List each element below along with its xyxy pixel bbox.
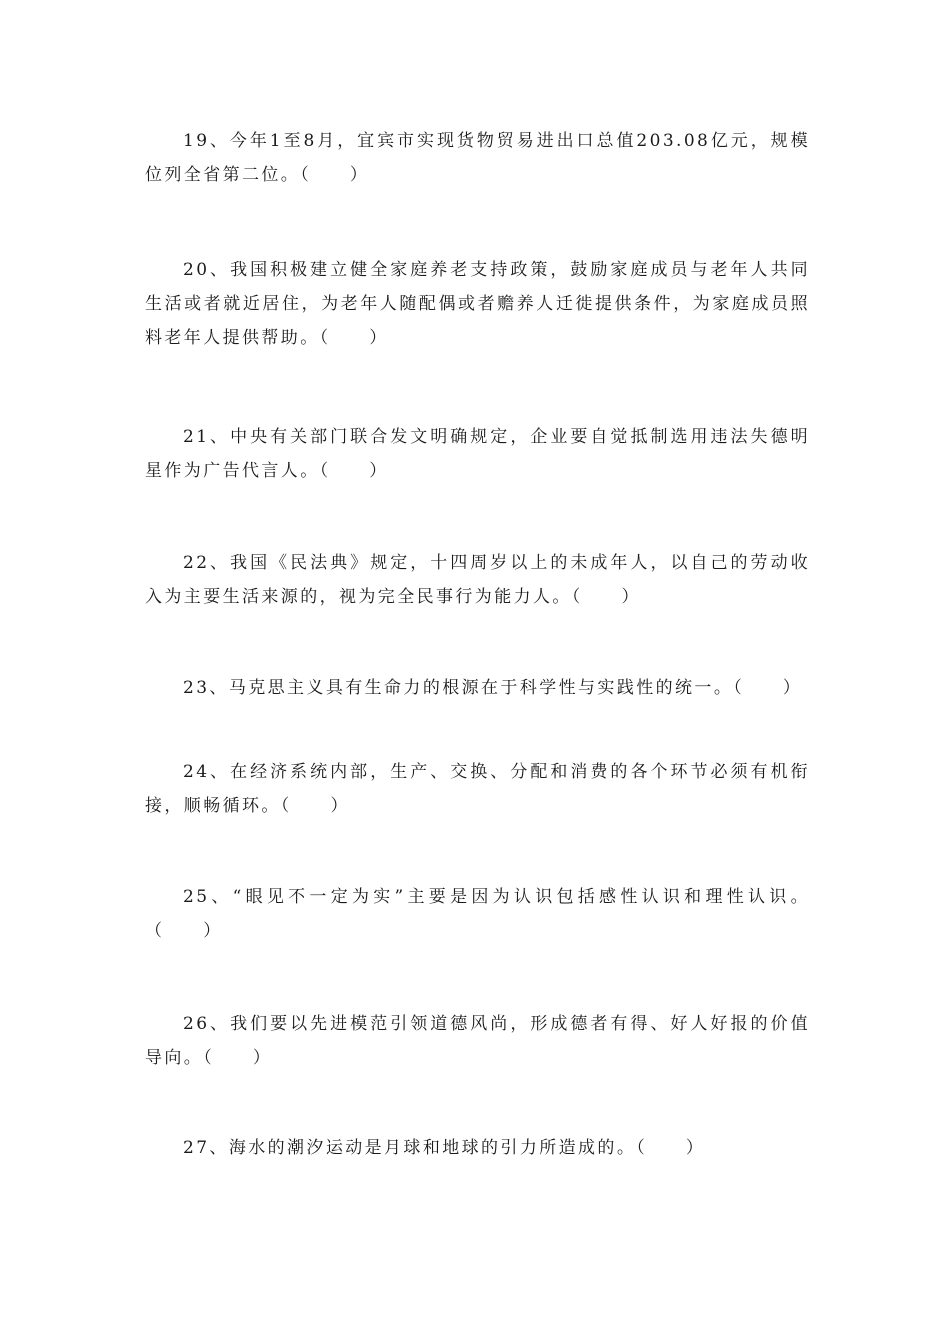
question-20: 20、我国积极建立健全家庭养老支持政策，鼓励家庭成员与老年人共同生活或者就近居住，为老年人随配偶或者赡养人迁徙提供条件，为家庭成员照料老年人提供帮助。（ ）: [145, 260, 810, 348]
question-21: 21、中央有关部门联合发文明确规定，企业要自觉抵制选用违法失德明星作为广告代言人。（ ）: [145, 427, 810, 481]
question-25: 25、“眼见不一定为实”主要是因为认识包括感性认识和理性认识。（ ）: [145, 887, 810, 941]
question-24: 24、在经济系统内部，生产、交换、分配和消费的各个环节必须有机衔接，顺畅循环。（ ）: [145, 762, 810, 816]
question-27: 27、海水的潮汐运动是月球和地球的引力所造成的。（ ）: [183, 1138, 706, 1158]
question-26: 26、我们要以先进模范引领道德风尚，形成德者有得、好人好报的价值导向。（ ）: [145, 1014, 810, 1068]
question-19: 19、今年1至8月，宜宾市实现货物贸易进出口总值203.08亿元，规模位列全省第二位。（ ）: [145, 131, 810, 185]
question-22: 22、我国《民法典》规定，十四周岁以上的未成年人，以自己的劳动收入为主要生活来源的，视为完全民事行为能力人。（ ）: [145, 553, 810, 607]
question-23: 23、马克思主义具有生命力的根源在于科学性与实践性的统一。（ ）: [183, 678, 803, 698]
